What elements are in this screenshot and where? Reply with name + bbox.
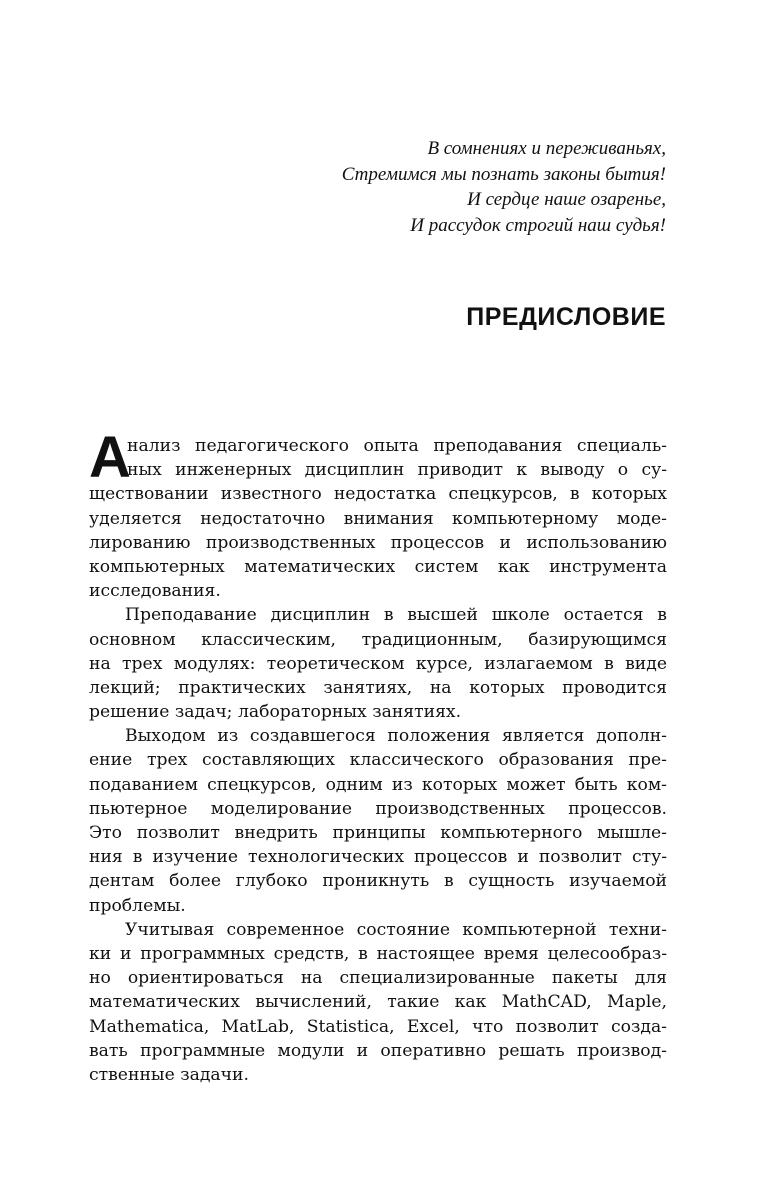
text-line: лированию производственных процессов и использованию [89,532,667,553]
text-line: дентам более глубоко проникнуть в сущность изучаемой [89,871,667,892]
text-line: решение задач; лабораторных занятиях. [89,702,462,723]
text-line: ки и программных средств, в настоящее время целесообраз- [89,943,667,964]
text-line: Mathematica, MatLab, Statistica, Excel, что позволит созда- [89,1016,667,1037]
epigraph-line: В сомнениях и переживаньях, [427,138,666,159]
text-line: вать программные модули и оперативно решать производ- [89,1040,667,1061]
text-line: Преподавание дисциплин в высшей школе остается в [125,605,667,626]
drop-cap: А [89,425,131,490]
text-line: исследования. [89,581,221,602]
text-line: на трех модулях: теоретическом курсе, излагаемом в виде [89,653,667,674]
epigraph-line: И сердце наше озаренье, [467,189,666,210]
epigraph [342,136,666,238]
paragraph [89,918,667,1087]
paragraph [89,603,667,724]
text-line: нализ педагогического опыта преподавания специаль- [127,436,667,456]
text-line: основном классическим, традиционным, базирующимся [89,629,667,650]
epigraph-line: Стремимся мы познать законы бытия! [341,163,666,185]
text-line: Это позволит внедрить принципы компьютерного мышле- [89,823,667,843]
paragraph [89,425,667,603]
text-line: ственные задачи. [89,1064,249,1085]
text-line: Выходом из создавшегося положения является дополн- [125,726,667,747]
text-line: но ориентироваться на специализированные пакеты для [89,968,667,989]
page-title: ПРЕДИСЛОВИЕ [466,303,666,331]
body-text [89,425,667,1087]
text-line: ния в изучение технологических процессов и позволит сту- [89,847,667,868]
text-line: ение трех составляющих классического образования пре- [89,750,667,771]
text-line: уделяется недостаточно внимания компьютерному моде- [89,508,667,529]
text-line: математических вычислений, такие как MathCAD, Maple, [89,992,667,1013]
paragraph [89,724,667,918]
text-line: проблемы. [89,895,186,916]
text-line: ных инженерных дисциплин приводит к выводу о су- [127,460,667,481]
text-line: Учитывая современное состояние компьютерной техни- [125,919,667,940]
text-line: подаванием спецкурсов, одним из которых может быть ком- [89,774,667,795]
text-line: пьютерное моделирование производственных процессов. [89,798,667,819]
epigraph-line: И рассудок строгий наш судья! [410,214,666,236]
text-line: компьютерных математических систем как инструмента [89,556,667,577]
text-line: ществовании известного недостатка спецкурсов, в которых [89,484,667,505]
text-line: лекций; практических занятиях, на которых проводится [89,677,667,698]
